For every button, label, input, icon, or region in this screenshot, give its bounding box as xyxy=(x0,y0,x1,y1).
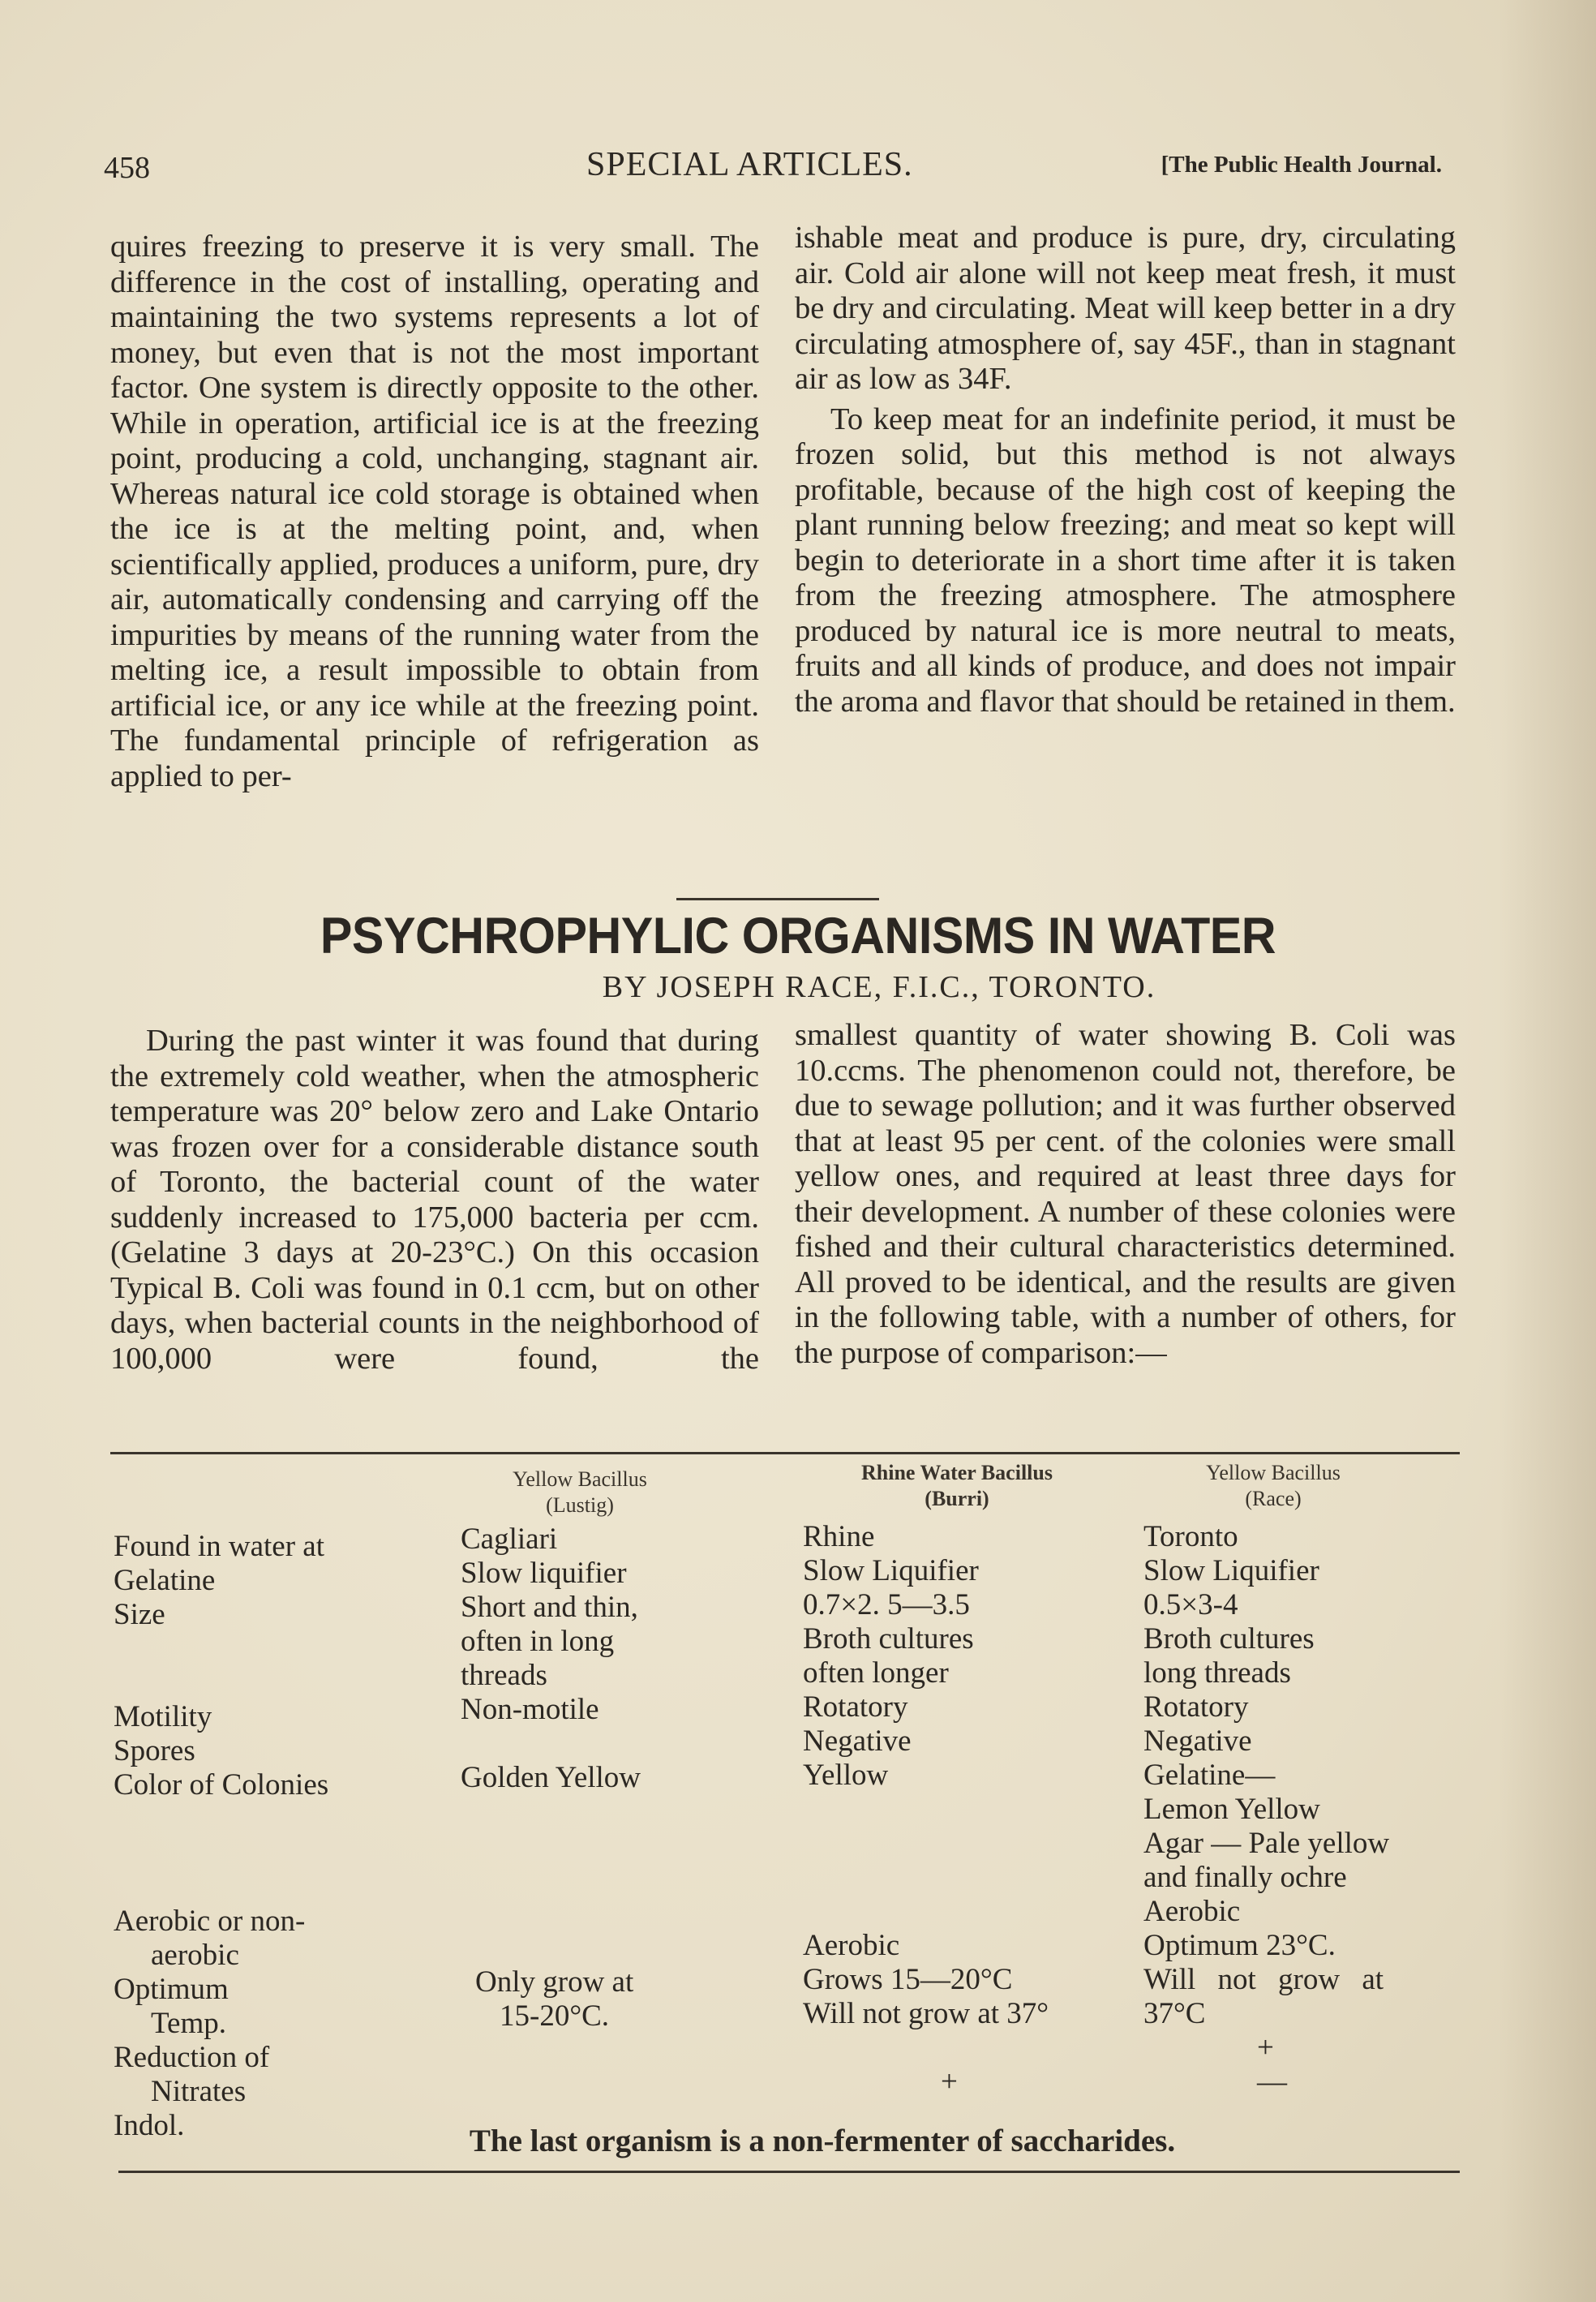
row-label xyxy=(114,1802,328,1836)
table-cell: Non-motile xyxy=(461,1693,599,1726)
table-cell: often longer xyxy=(803,1656,949,1690)
table-cell xyxy=(803,2031,1049,2065)
table-cell xyxy=(461,1897,641,1931)
article-left-column xyxy=(110,1024,759,1376)
row-label: aerobic xyxy=(151,1939,239,1972)
table-cell: Toronto xyxy=(1143,1520,1238,1553)
table-cell: Optimum 23°C. xyxy=(1143,1929,1336,1962)
article-right-paragraph: smallest quantity of water showing B. Coli was 10.ccms. The phenomenon could not, therefore, be due to sewage pollution; and it was further observed that at least 95 per cent. of the colonies were small yellow ones, and required at least three days for their development. A number of these colonies were fished and their cultural characteristics determined. All proved to be identical, and the results are given in the following table, with a number of others, for the purpose of comparison:— xyxy=(795,1018,1456,1370)
row-label: Indol. xyxy=(114,2109,185,2142)
table-cell: 15-20°C. xyxy=(500,1999,610,2033)
table-header-lustig xyxy=(450,1467,710,1518)
table-cell xyxy=(803,1895,1049,1929)
continued-left-paragraph: quires freezing to preserve it is very small. The difference in the cost of installing, operating and maintaining the two systems represents a lot of money, but even that is not the most important factor. One system is directly opposite to the other. While in operation, artificial ice is at the freezing point, producing a cold, unchanging, stagnant air. Whereas natural ice cold storage is obtained when the ice is at the melting point, and, when scientifically applied, produces a uniform, pure, dry air, automatically condensing and carrying off the impurities by means of the running water from the melting ice, a result impossible to obtain from artificial ice, or any ice while at the freezing point. The fundamental principle of refrigeration as applied to per- xyxy=(110,230,759,793)
table-cell: — xyxy=(1257,2065,1287,2098)
page-number: 458 xyxy=(104,151,150,185)
table-cell: Slow liquifier xyxy=(461,1557,627,1590)
table-header-burri xyxy=(803,1460,1111,1512)
continued-right-paragraph-1: ishable meat and produce is pure, dry, circulating air. Cold air alone will not keep meat fresh, it must be dry and circulating. Meat will keep better in a dry circulating atmosphere of, say 45F., than in stagnant air as low as 34F. xyxy=(795,221,1456,396)
table-cell: Golden Yellow xyxy=(461,1761,641,1794)
table-header-name: Yellow Bacillus xyxy=(1206,1461,1341,1484)
row-label: Optimum xyxy=(114,1973,229,2006)
table-cell xyxy=(461,1829,641,1863)
article-title: PSYCHROPHYLIC ORGANISMS IN WATER xyxy=(320,908,1276,964)
row-label: Gelatine xyxy=(114,1564,216,1597)
row-label xyxy=(114,1870,328,1905)
table-cell: 0.7×2. 5—3.5 xyxy=(803,1588,970,1621)
table-column-race xyxy=(1143,1520,1389,2099)
table-cell: and finally ochre xyxy=(1143,1861,1347,1894)
table-cell: Rotatory xyxy=(803,1690,908,1724)
table-cell: Broth cultures xyxy=(803,1622,974,1656)
row-label: Found in water at xyxy=(114,1530,324,1563)
table-cell: Rotatory xyxy=(1143,1690,1249,1724)
row-label xyxy=(114,1666,328,1700)
table-cell: Cagliari xyxy=(461,1522,558,1556)
table-cell xyxy=(461,1795,641,1829)
table-cell: Lemon Yellow xyxy=(1143,1793,1320,1826)
table-header-name: Rhine Water Bacillus xyxy=(861,1461,1053,1484)
row-label xyxy=(114,1836,328,1870)
table-cell: 0.5×3-4 xyxy=(1143,1588,1238,1621)
table-column-lustig xyxy=(461,1522,641,2034)
table-cell: Will not grow at 37° xyxy=(803,1997,1049,2030)
table-cell xyxy=(803,1793,1049,1827)
article-byline: BY JOSEPH RACE, F.I.C., TORONTO. xyxy=(602,970,1156,1004)
row-label: Spores xyxy=(114,1734,195,1767)
table-footnote: The last organism is a non-fermenter of saccharides. xyxy=(469,2124,1176,2158)
table-cell: Only grow at xyxy=(475,1965,634,1999)
table-cell: threads xyxy=(461,1659,547,1692)
article-right-column xyxy=(795,1018,1456,1371)
table-cell: Rhine xyxy=(803,1520,875,1553)
table-top-rule xyxy=(110,1452,1460,1454)
table-header-name: Yellow Bacillus xyxy=(513,1467,647,1491)
table-cell: Slow Liquifier xyxy=(1143,1554,1319,1587)
table-cell: + xyxy=(1257,2031,1274,2064)
table-cell: Slow Liquifier xyxy=(803,1554,979,1587)
table-cell: Aerobic xyxy=(803,1929,900,1962)
table-cell: Grows 15—20°C xyxy=(803,1963,1013,1996)
row-label: Motility xyxy=(114,1700,212,1733)
table-cell: Agar — Pale yellow xyxy=(1143,1827,1390,1860)
continued-right-paragraph-2: To keep meat for an indefinite period, it must be frozen solid, but this method is not always profitable, because of the high cost of keeping the plant running below freezing; and meat so kept will begin to deteriorate in a short time after it is taken from the freezing atmosphere. The atmosphere produced by natural ice is more neutral to meats, fruits and all kinds of produce, and does not impair the aroma and flavor that should be retained in them. xyxy=(795,402,1456,719)
table-cell xyxy=(803,1827,1049,1861)
row-label xyxy=(114,1632,328,1666)
table-cell: Aerobic xyxy=(1143,1895,1241,1928)
page-header xyxy=(104,146,1442,199)
table-cell xyxy=(461,1931,641,1965)
table-cell: 37°C xyxy=(1143,1997,1206,2030)
table-row-labels xyxy=(114,1530,328,2143)
row-label: Aerobic or non- xyxy=(114,1905,306,1938)
journal-name: [The Public Health Journal. xyxy=(1161,152,1442,178)
row-label: Nitrates xyxy=(151,2075,247,2108)
table-header-race xyxy=(1135,1460,1411,1512)
table-cell: Short and thin, xyxy=(461,1591,638,1624)
section-divider xyxy=(676,898,879,900)
table-header-sub: (Burri) xyxy=(925,1487,989,1510)
table-header-sub: (Race) xyxy=(1245,1487,1302,1510)
table-cell xyxy=(461,1727,641,1761)
table-cell: Broth cultures xyxy=(1143,1622,1315,1656)
table-cell: Will not grow at xyxy=(1143,1963,1384,1996)
table-column-burri xyxy=(803,1520,1049,2099)
page-spine-shadow xyxy=(1499,0,1596,2302)
continued-article-right-column xyxy=(795,221,1456,719)
table-bottom-rule xyxy=(118,2171,1460,2173)
continued-article-left-column xyxy=(110,230,759,794)
article-left-paragraph: During the past winter it was found that during the extremely cold weather, when the atmospheric temperature was 20° below zero and Lake Ontario was frozen over for a considerable distance south of Toronto, the bacterial count of the water suddenly increased to 175,000 bacteria per ccm. (Gelatine 3 days at 20-23°C.) On this occasion Typical B. Coli was found in 0.1 ccm, but on other days, when bacterial counts in the neighborhood of 100,000 were found, the xyxy=(110,1024,759,1376)
row-label: Size xyxy=(114,1598,165,1631)
table-cell: Negative xyxy=(803,1724,912,1758)
running-title: SPECIAL ARTICLES. xyxy=(586,146,913,183)
table-cell xyxy=(803,1861,1049,1895)
table-cell xyxy=(461,1863,641,1897)
table-cell: long threads xyxy=(1143,1656,1291,1690)
table-header-sub: (Lustig) xyxy=(546,1493,614,1517)
table-cell: often in long xyxy=(461,1625,615,1658)
table-cell: Gelatine— xyxy=(1143,1759,1276,1792)
table-cell: Negative xyxy=(1143,1724,1252,1758)
row-label: Color of Colonies xyxy=(114,1768,329,1802)
row-label: Reduction of xyxy=(114,2041,270,2074)
row-label: Temp. xyxy=(151,2007,226,2040)
table-cell: Yellow xyxy=(803,1759,889,1792)
table-cell: + xyxy=(941,2065,958,2098)
